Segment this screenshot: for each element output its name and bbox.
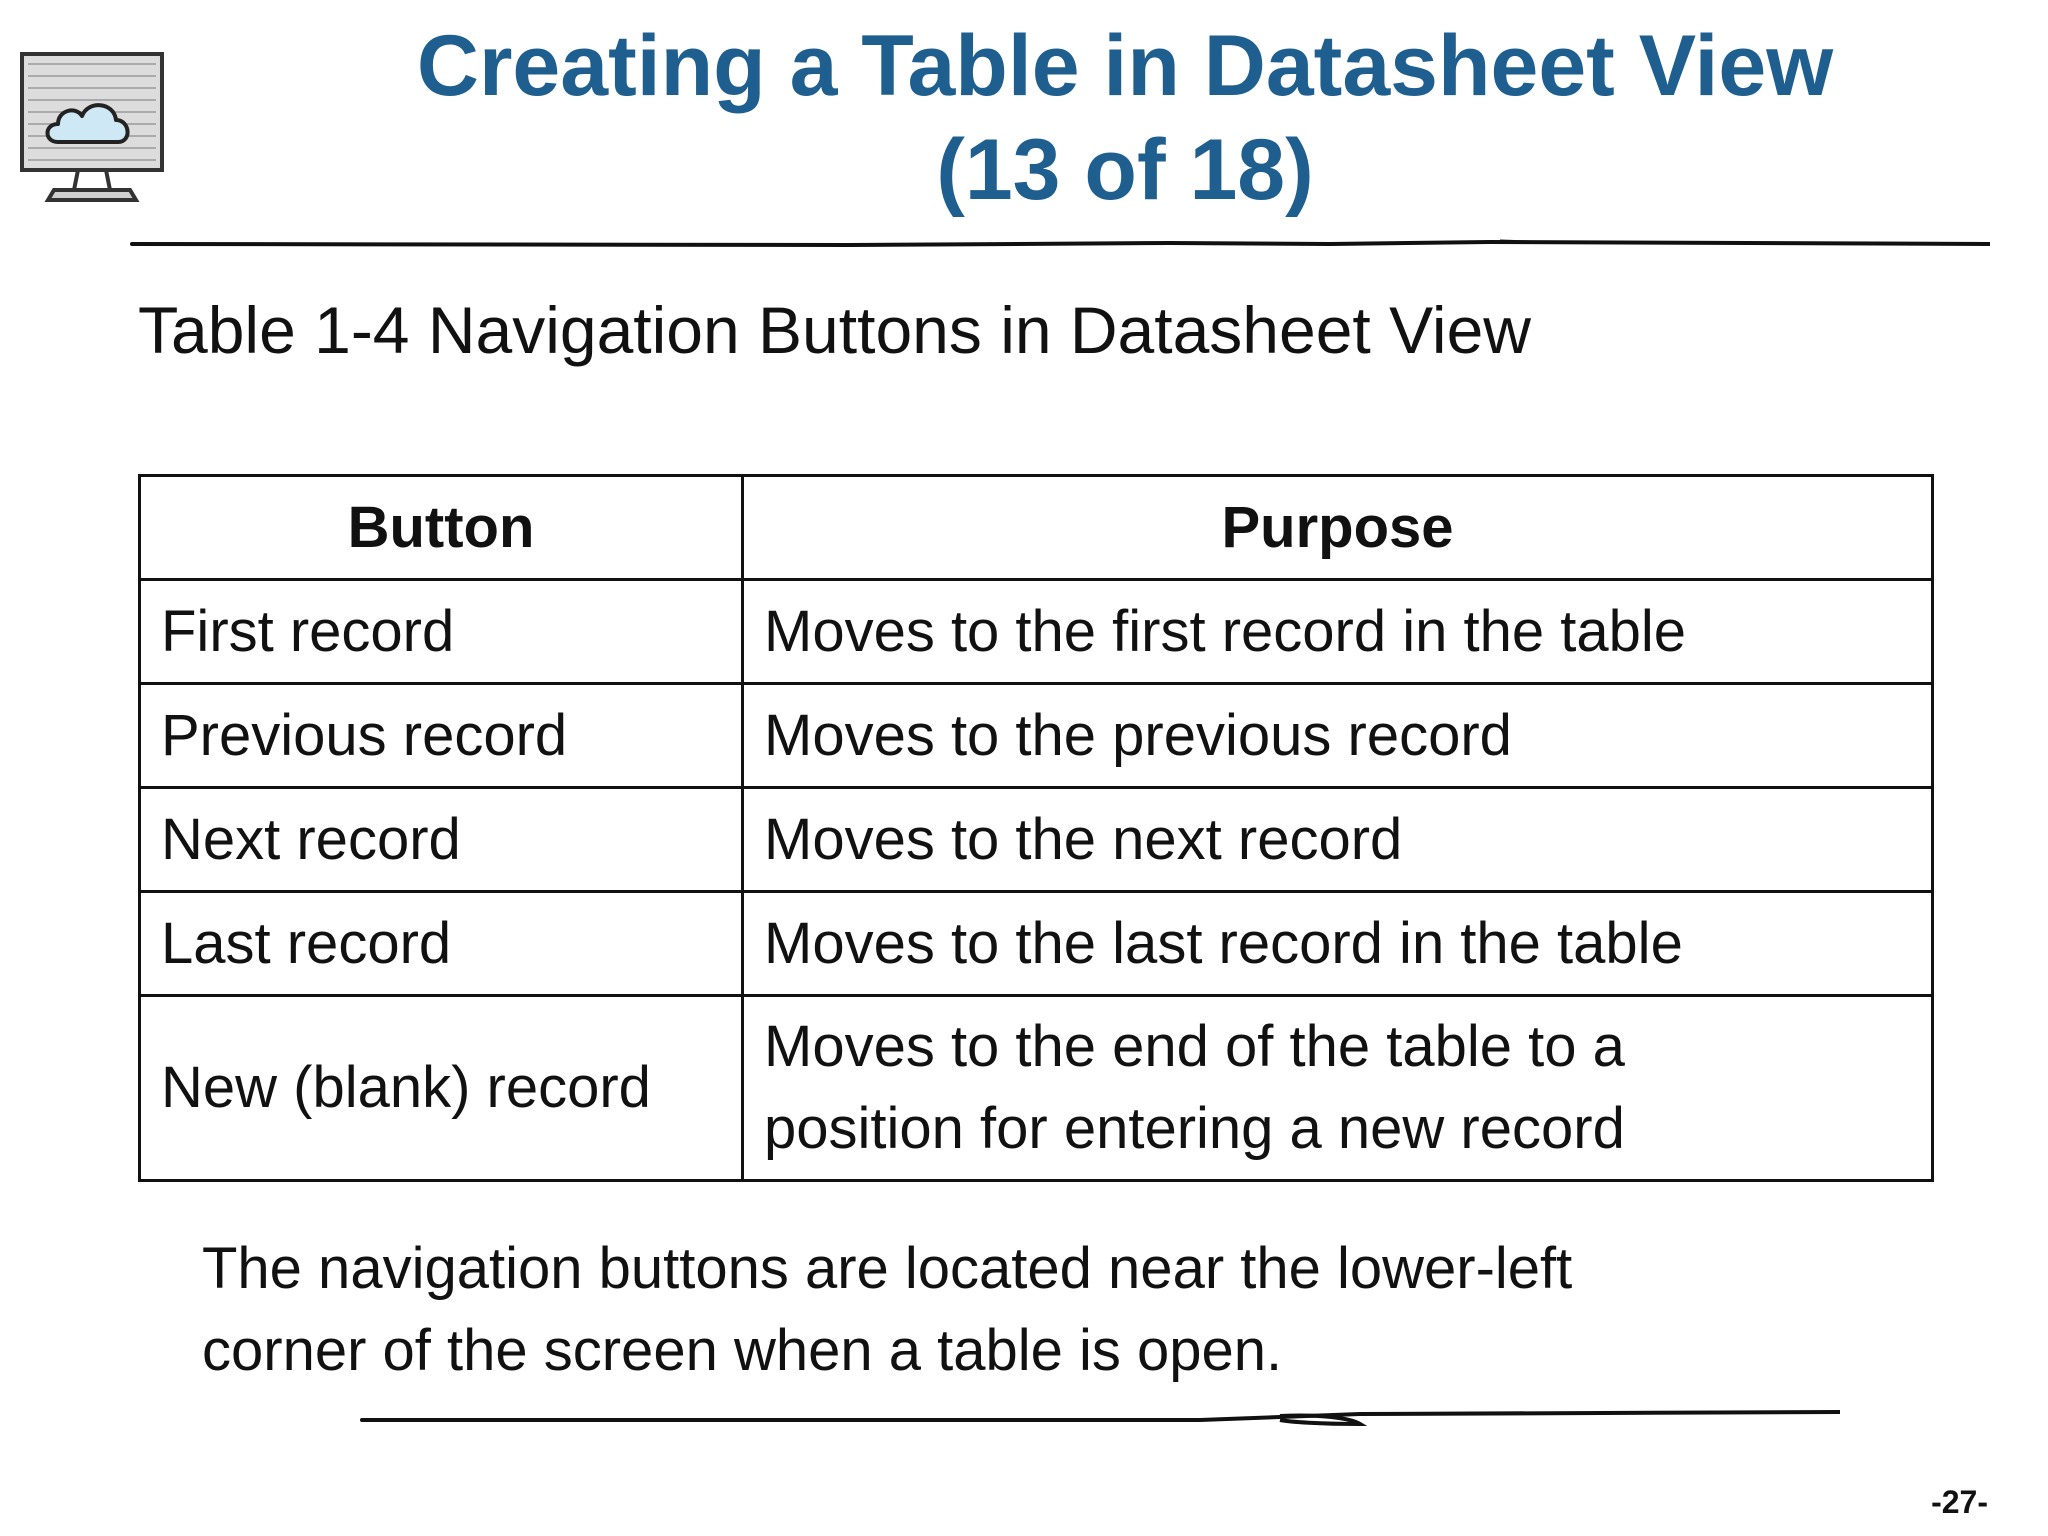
title-divider	[130, 236, 1990, 250]
purpose-cell: Moves to the next record	[743, 788, 1933, 892]
navigation-buttons-table	[138, 474, 1934, 1182]
table-row	[140, 580, 1933, 684]
button-cell: Next record	[140, 788, 743, 892]
purpose-cell: Moves to the first record in the table	[743, 580, 1933, 684]
button-cell: Last record	[140, 892, 743, 996]
table-row	[140, 892, 1933, 996]
table-row	[140, 996, 1933, 1181]
purpose-cell: Moves to the previous record	[743, 684, 1933, 788]
cloud-monitor-icon	[18, 50, 168, 210]
button-cell: New (blank) record	[140, 996, 743, 1181]
column-header-button: Button	[140, 476, 743, 580]
column-header-purpose: Purpose	[743, 476, 1933, 580]
slide-title-line1: Creating a Table in Datasheet View	[416, 18, 1834, 114]
bottom-divider	[360, 1402, 1840, 1432]
page-number: -27-	[1931, 1484, 1988, 1520]
table-header-row	[140, 476, 1933, 580]
note-line2: corner of the screen when a table is open.	[202, 1318, 1283, 1383]
table-row	[140, 788, 1933, 892]
button-cell: First record	[140, 580, 743, 684]
table-row	[140, 684, 1933, 788]
navigation-note	[202, 1228, 1802, 1392]
purpose-cell	[743, 996, 1933, 1181]
table-caption: Table 1-4 Navigation Buttons in Datasheet View	[138, 293, 1531, 367]
purpose-line1: Moves to the end of the table to a	[764, 1014, 1625, 1079]
slide-title-line2: (13 of 18)	[936, 122, 1314, 218]
purpose-line2: position for entering a new record	[764, 1096, 1625, 1161]
purpose-cell: Moves to the last record in the table	[743, 892, 1933, 996]
note-line1: The navigation buttons are located near the lower-left	[202, 1236, 1573, 1301]
button-cell: Previous record	[140, 684, 743, 788]
slide-title	[300, 14, 1950, 222]
